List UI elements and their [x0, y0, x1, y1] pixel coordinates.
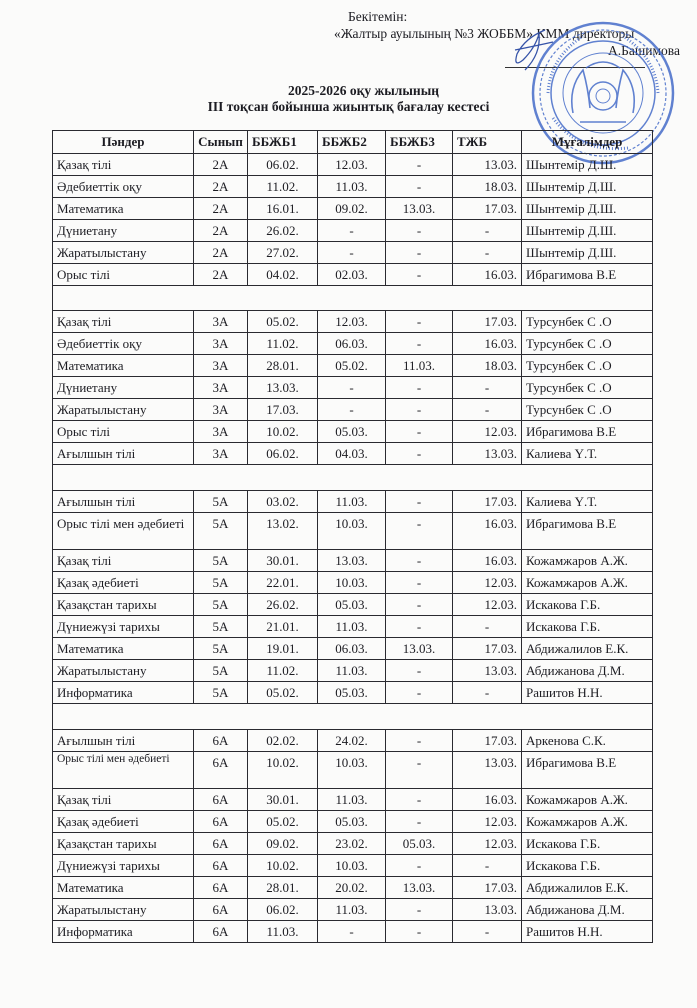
header-class: Сынып — [194, 131, 248, 154]
cell-bbzhb2: 04.03. — [318, 443, 386, 465]
cell-bbzhb3: - — [386, 616, 453, 638]
cell-bbzhb3: - — [386, 377, 453, 399]
cell-subject: Жаратылыстану — [53, 399, 194, 421]
cell-tzhb: 16.03. — [453, 550, 522, 572]
cell-bbzhb1: 21.01. — [248, 616, 318, 638]
cell-bbzhb3: - — [386, 264, 453, 286]
cell-subject: Қазақ тілі — [53, 311, 194, 333]
cell-subject: Ағылшын тілі — [53, 443, 194, 465]
cell-subject: Математика — [53, 877, 194, 899]
cell-teacher: Кожамжаров А.Ж. — [522, 789, 653, 811]
table-row — [53, 660, 653, 682]
approval-director-name: А.Башимова — [608, 43, 680, 58]
table-row — [53, 833, 653, 855]
cell-bbzhb3: - — [386, 682, 453, 704]
cell-bbzhb2: 11.03. — [318, 616, 386, 638]
cell-bbzhb2: 05.03. — [318, 682, 386, 704]
cell-bbzhb3: - — [386, 154, 453, 176]
cell-bbzhb1: 06.02. — [248, 154, 318, 176]
cell-bbzhb2: - — [318, 377, 386, 399]
cell-bbzhb2: 13.03. — [318, 550, 386, 572]
cell-teacher: Ибрагимова В.Е — [522, 752, 653, 789]
cell-bbzhb3: 13.03. — [386, 638, 453, 660]
cell-bbzhb2: 24.02. — [318, 730, 386, 752]
cell-bbzhb2: 10.03. — [318, 855, 386, 877]
cell-teacher: Искакова Г.Б. — [522, 616, 653, 638]
cell-subject: Информатика — [53, 921, 194, 943]
cell-teacher: Кожамжаров А.Ж. — [522, 550, 653, 572]
cell-teacher: Кожамжаров А.Ж. — [522, 811, 653, 833]
cell-subject: Қазақ әдебиеті — [53, 572, 194, 594]
cell-tzhb: 17.03. — [453, 491, 522, 513]
cell-bbzhb1: 30.01. — [248, 789, 318, 811]
cell-teacher: Аркенова С.К. — [522, 730, 653, 752]
cell-bbzhb3: - — [386, 811, 453, 833]
group-separator-row — [53, 286, 653, 311]
table-row — [53, 377, 653, 399]
header-bbzhb1: ББЖБ1 — [248, 131, 318, 154]
cell-teacher: Калиева Ү.Т. — [522, 491, 653, 513]
cell-subject: Жаратылыстану — [53, 242, 194, 264]
cell-teacher: Ибрагимова В.Е — [522, 513, 653, 550]
cell-class: 2А — [194, 220, 248, 242]
cell-tzhb: 13.03. — [453, 660, 522, 682]
table-row — [53, 789, 653, 811]
table-row — [53, 899, 653, 921]
cell-bbzhb3: - — [386, 513, 453, 550]
title-academic-year: 2025-2026 оқу жылының — [287, 83, 440, 98]
cell-subject: Әдебиеттік оқу — [53, 176, 194, 198]
cell-bbzhb3: - — [386, 921, 453, 943]
cell-teacher: Калиева Ү.Т. — [522, 443, 653, 465]
table-row — [53, 491, 653, 513]
cell-bbzhb3: - — [386, 550, 453, 572]
cell-subject: Математика — [53, 638, 194, 660]
cell-teacher: Ибрагимова В.Е — [522, 264, 653, 286]
cell-tzhb: 17.03. — [453, 877, 522, 899]
cell-class: 2А — [194, 176, 248, 198]
cell-teacher: Ибрагимова В.Е — [522, 421, 653, 443]
cell-subject: Математика — [53, 198, 194, 220]
table-row — [53, 176, 653, 198]
cell-class: 6А — [194, 921, 248, 943]
cell-bbzhb1: 11.03. — [248, 921, 318, 943]
cell-teacher: Абдижалилов Е.К. — [522, 877, 653, 899]
cell-tzhb: 13.03. — [453, 899, 522, 921]
table-row — [53, 443, 653, 465]
cell-class: 2А — [194, 198, 248, 220]
table-row — [53, 333, 653, 355]
cell-tzhb: 16.03. — [453, 789, 522, 811]
cell-teacher: Шынтемір Д.Ш. — [522, 198, 653, 220]
cell-bbzhb3: - — [386, 899, 453, 921]
cell-tzhb: 18.03. — [453, 176, 522, 198]
cell-subject: Орыс тілі — [53, 421, 194, 443]
table-row — [53, 855, 653, 877]
cell-bbzhb2: 11.03. — [318, 899, 386, 921]
cell-bbzhb1: 05.02. — [248, 311, 318, 333]
cell-bbzhb1: 03.02. — [248, 491, 318, 513]
cell-subject: Жаратылыстану — [53, 660, 194, 682]
cell-class: 5А — [194, 682, 248, 704]
table-row — [53, 572, 653, 594]
cell-teacher: Турсунбек С .О — [522, 377, 653, 399]
cell-tzhb: 12.03. — [453, 811, 522, 833]
cell-bbzhb2: 02.03. — [318, 264, 386, 286]
cell-subject: Қазақстан тарихы — [53, 594, 194, 616]
cell-class: 6А — [194, 833, 248, 855]
cell-bbzhb2: - — [318, 242, 386, 264]
cell-subject: Дүниежүзі тарихы — [53, 855, 194, 877]
cell-subject: Жаратылыстану — [53, 899, 194, 921]
cell-bbzhb2: 10.03. — [318, 513, 386, 550]
cell-subject: Әдебиеттік оқу — [53, 333, 194, 355]
cell-tzhb: - — [453, 855, 522, 877]
table-row — [53, 513, 653, 550]
table-row — [53, 421, 653, 443]
cell-teacher: Абдижалилов Е.К. — [522, 638, 653, 660]
cell-bbzhb2: - — [318, 921, 386, 943]
cell-subject: Қазақ әдебиеті — [53, 811, 194, 833]
cell-class: 3А — [194, 399, 248, 421]
cell-teacher: Шынтемір Д.Ш. — [522, 242, 653, 264]
cell-tzhb: 17.03. — [453, 730, 522, 752]
cell-class: 3А — [194, 311, 248, 333]
cell-bbzhb1: 13.02. — [248, 513, 318, 550]
cell-teacher: Шынтемір Д.Ш. — [522, 154, 653, 176]
cell-class: 3А — [194, 443, 248, 465]
cell-bbzhb1: 28.01. — [248, 877, 318, 899]
cell-bbzhb2: 05.03. — [318, 594, 386, 616]
cell-bbzhb1: 10.02. — [248, 421, 318, 443]
table-row — [53, 921, 653, 943]
cell-teacher: Кожамжаров А.Ж. — [522, 572, 653, 594]
cell-class: 5А — [194, 594, 248, 616]
cell-bbzhb1: 10.02. — [248, 855, 318, 877]
cell-teacher: Турсунбек С .О — [522, 333, 653, 355]
cell-class: 3А — [194, 333, 248, 355]
cell-bbzhb1: 06.02. — [248, 899, 318, 921]
table-header-row — [53, 131, 653, 154]
header-tzhb: ТЖБ — [453, 131, 522, 154]
cell-bbzhb3: - — [386, 572, 453, 594]
cell-class: 5А — [194, 513, 248, 550]
cell-bbzhb3: - — [386, 752, 453, 789]
cell-subject: Қазақстан тарихы — [53, 833, 194, 855]
cell-tzhb: - — [453, 242, 522, 264]
cell-teacher: Шынтемір Д.Ш. — [522, 220, 653, 242]
cell-bbzhb1: 11.02. — [248, 176, 318, 198]
cell-bbzhb3: - — [386, 333, 453, 355]
cell-tzhb: - — [453, 921, 522, 943]
cell-bbzhb2: - — [318, 399, 386, 421]
cell-subject: Қазақ тілі — [53, 154, 194, 176]
cell-bbzhb3: - — [386, 789, 453, 811]
cell-bbzhb1: 17.03. — [248, 399, 318, 421]
cell-class: 6А — [194, 811, 248, 833]
cell-tzhb: 17.03. — [453, 198, 522, 220]
cell-bbzhb2: 12.03. — [318, 154, 386, 176]
table-row — [53, 730, 653, 752]
cell-subject: Информатика — [53, 682, 194, 704]
cell-bbzhb2: 05.03. — [318, 811, 386, 833]
cell-subject: Дүниетану — [53, 220, 194, 242]
cell-class: 5А — [194, 660, 248, 682]
approval-heading: Бекітемін: — [348, 9, 408, 24]
signature-icon — [495, 24, 555, 74]
cell-subject: Дүниежүзі тарихы — [53, 616, 194, 638]
cell-bbzhb2: 11.03. — [318, 789, 386, 811]
group-separator-row — [53, 704, 653, 730]
title-quarter-schedule: ІІІ тоқсан бойынша жиынтық бағалау кестесі — [207, 99, 490, 114]
cell-bbzhb2: 20.02. — [318, 877, 386, 899]
cell-bbzhb2: 09.02. — [318, 198, 386, 220]
header-teachers: Мұғалімдер — [522, 131, 653, 154]
table-row — [53, 399, 653, 421]
cell-class: 2А — [194, 242, 248, 264]
cell-bbzhb1: 13.03. — [248, 377, 318, 399]
cell-bbzhb2: 05.03. — [318, 421, 386, 443]
cell-class: 5А — [194, 550, 248, 572]
cell-tzhb: - — [453, 220, 522, 242]
cell-class: 5А — [194, 491, 248, 513]
cell-tzhb: 16.03. — [453, 264, 522, 286]
group-separator-row — [53, 465, 653, 491]
separator-cell — [53, 704, 653, 730]
cell-teacher: Рашитов Н.Н. — [522, 682, 653, 704]
cell-bbzhb3: - — [386, 730, 453, 752]
table-row — [53, 752, 653, 789]
cell-bbzhb3: - — [386, 220, 453, 242]
cell-class: 2А — [194, 154, 248, 176]
table-row — [53, 616, 653, 638]
cell-bbzhb3: 13.03. — [386, 198, 453, 220]
cell-bbzhb1: 09.02. — [248, 833, 318, 855]
cell-teacher: Шынтемір Д.Ш. — [522, 176, 653, 198]
cell-bbzhb3: - — [386, 491, 453, 513]
cell-teacher: Искакова Г.Б. — [522, 594, 653, 616]
cell-teacher: Абдижанова Д.М. — [522, 660, 653, 682]
cell-subject: Орыс тілі мен әдебиеті — [53, 752, 194, 789]
cell-class: 6А — [194, 899, 248, 921]
cell-bbzhb1: 10.02. — [248, 752, 318, 789]
cell-bbzhb3: - — [386, 176, 453, 198]
cell-tzhb: - — [453, 377, 522, 399]
header-bbzhb2: ББЖБ2 — [318, 131, 386, 154]
cell-class: 6А — [194, 877, 248, 899]
table-row — [53, 242, 653, 264]
cell-tzhb: 13.03. — [453, 154, 522, 176]
cell-subject: Орыс тілі мен әдебиеті — [53, 513, 194, 550]
cell-bbzhb2: 10.03. — [318, 572, 386, 594]
cell-bbzhb1: 05.02. — [248, 682, 318, 704]
cell-subject: Орыс тілі — [53, 264, 194, 286]
cell-bbzhb3: - — [386, 311, 453, 333]
cell-tzhb: - — [453, 399, 522, 421]
cell-subject: Қазақ тілі — [53, 789, 194, 811]
cell-tzhb: - — [453, 682, 522, 704]
document-title — [0, 83, 697, 115]
cell-tzhb: 12.03. — [453, 594, 522, 616]
cell-bbzhb3: - — [386, 660, 453, 682]
table-row — [53, 220, 653, 242]
cell-bbzhb1: 11.02. — [248, 660, 318, 682]
cell-class: 5А — [194, 572, 248, 594]
cell-tzhb: 17.03. — [453, 638, 522, 660]
cell-bbzhb2: 12.03. — [318, 311, 386, 333]
cell-tzhb: 12.03. — [453, 421, 522, 443]
table-row — [53, 311, 653, 333]
table-row — [53, 811, 653, 833]
cell-tzhb: 17.03. — [453, 311, 522, 333]
cell-bbzhb3: - — [386, 594, 453, 616]
cell-bbzhb1: 27.02. — [248, 242, 318, 264]
header-bbzhb3: ББЖБ3 — [386, 131, 453, 154]
table-row — [53, 198, 653, 220]
approval-position: «Жалтыр ауылының №3 ЖОББМ» КММ директоры — [334, 26, 635, 41]
cell-bbzhb3: - — [386, 421, 453, 443]
cell-bbzhb3: 05.03. — [386, 833, 453, 855]
cell-bbzhb1: 30.01. — [248, 550, 318, 572]
cell-bbzhb1: 16.01. — [248, 198, 318, 220]
table-row — [53, 638, 653, 660]
cell-bbzhb1: 22.01. — [248, 572, 318, 594]
cell-bbzhb2: - — [318, 220, 386, 242]
separator-cell — [53, 465, 653, 491]
cell-tzhb: 16.03. — [453, 513, 522, 550]
table-row — [53, 154, 653, 176]
separator-cell — [53, 286, 653, 311]
cell-subject: Ағылшын тілі — [53, 730, 194, 752]
cell-tzhb: 13.03. — [453, 752, 522, 789]
cell-bbzhb3: 13.03. — [386, 877, 453, 899]
cell-class: 2А — [194, 264, 248, 286]
cell-subject: Қазақ тілі — [53, 550, 194, 572]
cell-teacher: Турсунбек С .О — [522, 311, 653, 333]
cell-bbzhb1: 19.01. — [248, 638, 318, 660]
cell-subject: Ағылшын тілі — [53, 491, 194, 513]
cell-bbzhb1: 06.02. — [248, 443, 318, 465]
cell-bbzhb2: 11.03. — [318, 491, 386, 513]
cell-class: 3А — [194, 377, 248, 399]
cell-teacher: Абдижанова Д.М. — [522, 899, 653, 921]
cell-bbzhb2: 23.02. — [318, 833, 386, 855]
cell-class: 6А — [194, 730, 248, 752]
cell-class: 3А — [194, 355, 248, 377]
cell-class: 3А — [194, 421, 248, 443]
cell-bbzhb3: - — [386, 242, 453, 264]
cell-tzhb: 13.03. — [453, 443, 522, 465]
cell-class: 5А — [194, 616, 248, 638]
cell-teacher: Рашитов Н.Н. — [522, 921, 653, 943]
cell-bbzhb1: 26.02. — [248, 594, 318, 616]
cell-bbzhb3: - — [386, 399, 453, 421]
cell-tzhb: 12.03. — [453, 833, 522, 855]
table-row — [53, 682, 653, 704]
cell-bbzhb3: - — [386, 855, 453, 877]
cell-bbzhb1: 26.02. — [248, 220, 318, 242]
cell-bbzhb1: 28.01. — [248, 355, 318, 377]
table-body — [53, 154, 653, 943]
cell-bbzhb2: 06.03. — [318, 638, 386, 660]
cell-teacher: Искакова Г.Б. — [522, 833, 653, 855]
cell-tzhb: - — [453, 616, 522, 638]
cell-teacher: Турсунбек С .О — [522, 399, 653, 421]
cell-bbzhb3: 11.03. — [386, 355, 453, 377]
cell-bbzhb3: - — [386, 443, 453, 465]
cell-bbzhb1: 05.02. — [248, 811, 318, 833]
table-row — [53, 594, 653, 616]
cell-bbzhb1: 11.02. — [248, 333, 318, 355]
cell-tzhb: 12.03. — [453, 572, 522, 594]
cell-tzhb: 18.03. — [453, 355, 522, 377]
cell-bbzhb2: 11.03. — [318, 176, 386, 198]
cell-bbzhb2: 10.03. — [318, 752, 386, 789]
cell-class: 6А — [194, 789, 248, 811]
table-row — [53, 264, 653, 286]
cell-tzhb: 16.03. — [453, 333, 522, 355]
cell-subject: Дүниетану — [53, 377, 194, 399]
header-subject: Пәндер — [53, 131, 194, 154]
cell-class: 5А — [194, 638, 248, 660]
assessment-schedule-table — [52, 130, 653, 943]
table-row — [53, 355, 653, 377]
cell-bbzhb1: 04.02. — [248, 264, 318, 286]
cell-subject: Математика — [53, 355, 194, 377]
cell-bbzhb1: 02.02. — [248, 730, 318, 752]
table-row — [53, 550, 653, 572]
cell-class: 6А — [194, 752, 248, 789]
cell-teacher: Турсунбек С .О — [522, 355, 653, 377]
cell-class: 6А — [194, 855, 248, 877]
cell-bbzhb2: 11.03. — [318, 660, 386, 682]
cell-bbzhb2: 06.03. — [318, 333, 386, 355]
cell-teacher: Искакова Г.Б. — [522, 855, 653, 877]
table-row — [53, 877, 653, 899]
cell-bbzhb2: 05.02. — [318, 355, 386, 377]
